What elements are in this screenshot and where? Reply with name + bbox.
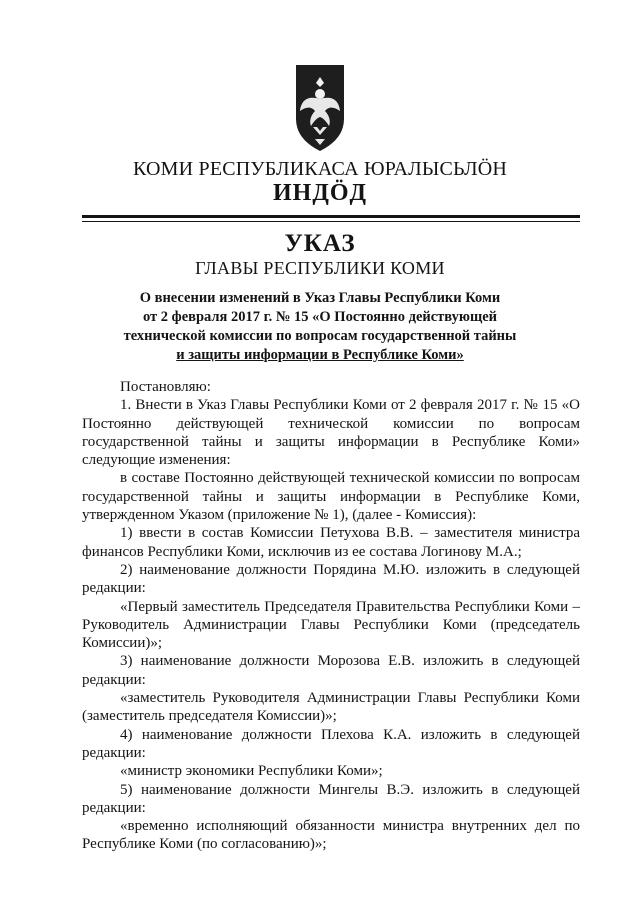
document-issuer: ГЛАВЫ РЕСПУБЛИКИ КОМИ	[195, 258, 445, 278]
org-doc-type-komi: ИНДӦД	[272, 180, 368, 206]
body-paragraph: в составе Постоянно действующей технической комиссии по вопросам государственной тайны и защиты информации в Республике Коми, утвержденном Указом (приложение № 1), (далее - Комиссия):	[82, 470, 580, 524]
body-paragraph: 1. Внести в Указ Главы Республики Коми от 2 февраля 2017 г. № 15 «О Постоянно действующей технической комиссии по вопросам государственной тайны и защиты информации в Республике Коми» следующие изменения:	[82, 397, 580, 469]
document-body	[82, 378, 580, 854]
document-subject	[110, 289, 530, 365]
body-paragraph: 3) наименование должности Морозова Е.В. изложить в следующей редакции:	[82, 653, 580, 688]
subject-line: от 2 февраля 2017 г. № 15 «О Постоянно действующей	[142, 309, 497, 325]
header-divider-thick	[82, 215, 580, 218]
subject-line: и защиты информации в Республике Коми»	[176, 347, 464, 363]
coat-of-arms-emblem	[293, 63, 347, 153]
document-title: УКАЗ	[284, 230, 356, 257]
header-divider-thin	[82, 221, 580, 222]
body-paragraph: 1) ввести в состав Комиссии Петухова В.В. – заместителя министра финансов Республики Коми, исключив из ее состава Логинову М.А.;	[82, 525, 580, 560]
body-paragraph: 4) наименование должности Плехова К.А. изложить в следующей редакции:	[82, 726, 580, 761]
body-paragraph: «министр экономики Республики Коми»;	[120, 763, 383, 780]
body-paragraph: «Первый заместитель Председателя Правительства Республики Коми – Руководитель Администрации Главы Республики Коми (председатель Комиссии)»;	[82, 598, 580, 652]
subject-line: технической комиссии по вопросам государственной тайны	[123, 328, 517, 344]
body-paragraph: «заместитель Руководителя Администрации Главы Республики Коми (заместитель председателя Комиссии)»;	[82, 690, 580, 725]
body-paragraph: 5) наименование должности Мингелы В.Э. изложить в следующей редакции:	[82, 781, 580, 816]
body-paragraph: «временно исполняющий обязанности министра внутренних дел по Республике Коми (по согласованию)»;	[82, 818, 580, 853]
body-paragraph: Постановляю:	[120, 379, 211, 395]
body-paragraph: 2) наименование должности Порядина М.Ю. изложить в следующей редакции:	[82, 561, 580, 597]
subject-line: О внесении изменений в Указ Главы Республики Коми	[139, 290, 501, 306]
org-name-komi: КОМИ РЕСПУБЛИКАСА ЮРАЛЫСЬЛӦН	[132, 158, 507, 180]
